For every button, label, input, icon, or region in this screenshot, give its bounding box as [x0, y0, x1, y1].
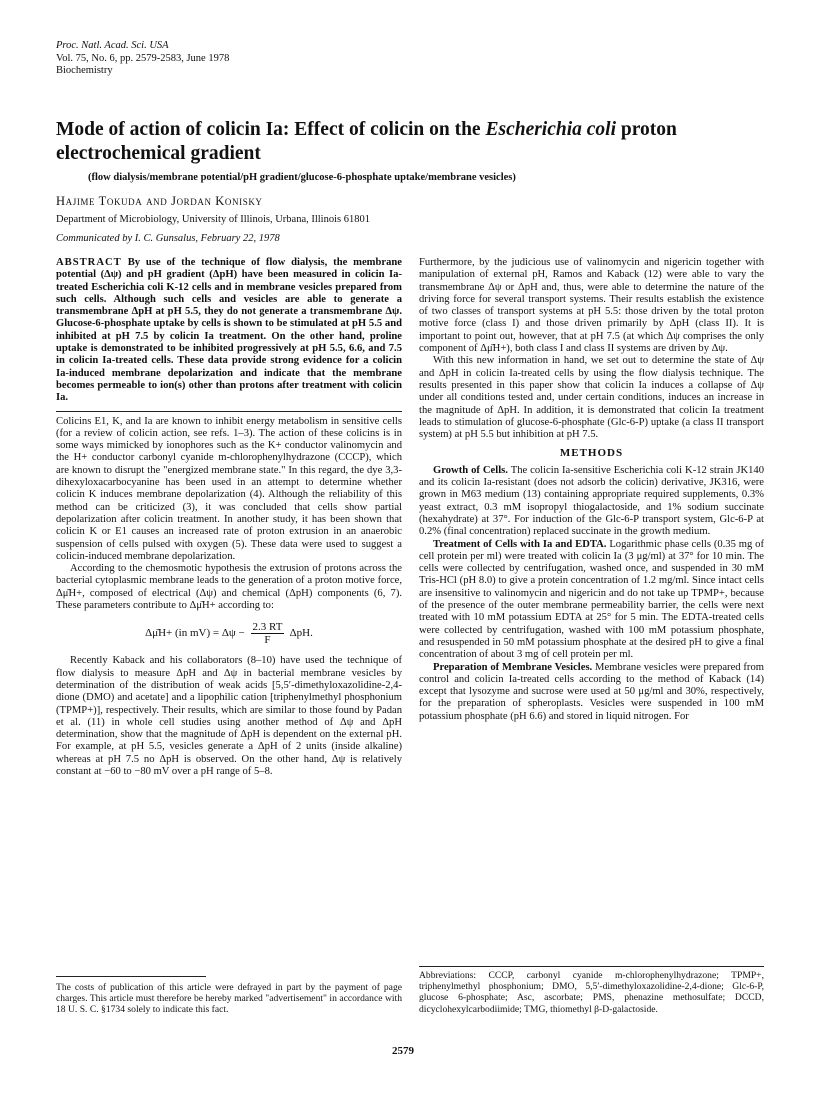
abstract — [56, 257, 402, 405]
left-column — [56, 257, 402, 778]
journal-section: Biochemistry — [56, 65, 113, 76]
communicated-by: Communicated by I. C. Gunsalus, February 22, 1978 — [56, 233, 280, 244]
footnote-divider — [56, 976, 206, 977]
journal-header — [56, 40, 229, 78]
journal-name: Proc. Natl. Acad. Sci. USA — [56, 40, 169, 51]
article-title — [56, 118, 766, 166]
growth-paragraph — [419, 465, 764, 539]
authors: Hajime Tokuda and Jordan Konisky — [56, 194, 263, 208]
title-species: Escherichia coli — [485, 119, 617, 140]
title-part-1: Mode of action of colicin Ia: Effect of colicin on the — [56, 119, 486, 140]
treatment-text: Logarithmic phase cells (0.35 mg of cell protein per ml) were treated with colicin Ia (3 μg/ml) at 37° for 10 min. The cells were collected by centrifugation, washed once, and suspended in 30 mM Tris-HCl (pH 8.0) to give a protein concentration of 1.2 mg/ml. Since intact cells are insensitive to valinomycin and nigericin and do not take up TPMP+, because of the presence of the outer membrane permeability barrier, the cells were next treated with 10 mM potassium EDTA at 25° for 5 min. The EDTA-treated cells were collected by centrifugation, washed with 100 mM potassium phosphate, and resuspended in 50 mM potassium phosphate at the desired pH to give a final concentration of about 3 mg of cell protein per ml. — [419, 538, 764, 661]
right-column — [419, 257, 764, 723]
intro-paragraph-3: Recently Kaback and his collaborators (8–10) have used the technique of flow dialysis to measure ΔpH and Δψ in bacterial membrane vesicles by determination of the distribution of weak acids [5,5′-dimethyloxazolidine-2,4-dione (DMO) and acetate] and a lipophilic cation [triphenylmethyl phosphonium (TPMP+)], respectively. Their results, which are similar to those found by Padan et al. (11) in whole cell studies using another method of Δψ and ΔpH determination, show that the magnitude of ΔpH is dependent on the external pH. For example, at pH 5.5, vesicles generate a ΔpH of 2 units (inside alkaline) whereas at pH 7.5 no ΔpH is observed. On the other hand, Δψ is relatively constant at −60 to −80 mV over a pH range of 5–8. — [56, 655, 402, 777]
equation-fraction — [251, 621, 285, 646]
vesicle-paragraph — [419, 662, 764, 723]
equation-left: Δμ̄H+ (in mV) = Δψ − — [145, 627, 245, 640]
abbreviations-divider — [419, 966, 764, 967]
equation-numerator: 2.3 RT — [252, 621, 283, 634]
abbreviations: Abbreviations: CCCP, carbonyl cyanide m-chlorophenylhydrazone; TPMP+, triphenylmethyl phosphonium; DMO, 5,5′-dimethyloxazolidine-2,4-dione; Glc-6-P, glucose 6-phosphate; Asc, ascorbate; PMS, phenazine methosulfate; DCCD, dicyclohexylcarbodiimide; TMG, thiomethyl β-D-galactoside. — [419, 970, 764, 1015]
footnote: The costs of publication of this article were defrayed in part by the payment of page charges. This article must therefore be hereby marked "advertisement" in accordance with 18 U. S. C. §1734 solely to indicate this fact. — [56, 982, 402, 1016]
title-part-2: proton electrochemical gradient — [56, 119, 677, 164]
keywords: (flow dialysis/membrane potential/pH gradient/glucose-6-phosphate uptake/membrane vesicles) — [88, 172, 516, 183]
vesicle-heading: Preparation of Membrane Vesicles. — [433, 661, 593, 673]
intro-paragraph-4: Furthermore, by the judicious use of valinomycin and nigericin together with manipulation of external pH, Ramos and Kaback (12) were able to vary the transmembrane Δψ or ΔpH and, thus, were able to determine the nature of the driving force for several transport systems. Their results establish the existence of two classes of transport systems at pH 5.5: those driven by the total proton motive force (class I) and those driven primarily by ΔpH (class II). It is important to point out, however, that at pH 7.5 (at which Δψ comprises the only component of Δμ̄H+), both class I and class II systems are driven by Δψ. — [419, 257, 764, 355]
treatment-heading: Treatment of Cells with Ia and EDTA. — [433, 538, 607, 550]
growth-heading: Growth of Cells. — [433, 464, 508, 476]
equation-right: ΔpH. — [289, 627, 313, 640]
equation — [56, 621, 402, 646]
abstract-divider — [56, 411, 402, 412]
methods-heading: METHODS — [559, 447, 624, 460]
intro-paragraph-5: With this new information in hand, we set out to determine the state of Δψ and ΔpH in colicin Ia-treated cells by using the flow dialysis technique. The results presented in this paper show that colicin Ia induces a collapse of Δψ under all conditions tested and, under certain conditions, induces an increase in the magnitude of ΔpH. In addition, it is demonstrated that colicin Ia treatment leads to stimulation of glucose-6-phosphate (Glc-6-P) uptake (a class II transport system) at pH 5.5 but inhibition at pH 7.5. — [419, 355, 764, 441]
abstract-label: ABSTRACT — [56, 257, 122, 268]
equation-denominator: F — [264, 634, 271, 647]
growth-text: The colicin Ia-sensitive Escherichia coli K-12 strain JK140 and its colicin Ia-resistant (does not adsorb the colicin) derivative, JK316, were grown in M63 medium (13) containing appropriate required supplements, 0.3% yeast extract, 0.3 mM isopropyl thiogalactoside, and 1% sodium succinate (hexahydrate) at 37°. For induction of the Glc-6-P transport system, Glc-6-P at 0.2% (final concentration) replaced succinate in the growth medium. — [419, 464, 764, 538]
treatment-paragraph — [419, 539, 764, 662]
journal-volume: Vol. 75, No. 6, pp. 2579-2583, June 1978 — [56, 52, 230, 64]
vesicle-text: Membrane vesicles were prepared from control and colicin Ia-treated cells according to the method of Kaback (14) except that lysozyme and sucrose were used at 50 μg/ml and 30%, respectively, for the preparation of spheroplasts. Vesicles were suspended in 100 mM potassium phosphate (pH 6.6) and stored in liquid nitrogen. For — [419, 661, 764, 722]
page-number: 2579 — [392, 1045, 414, 1057]
intro-paragraph-1: Colicins E1, K, and Ia are known to inhibit energy metabolism in sensitive cells (for a review of colicin action, see refs. 1–3). The action of these colicins is in some ways mimicked by ionophores such as the K+ conductor valinomycin and the H+ conductor carbonyl cyanide m-chlorophenylhydrazone (CCCP), which are known to disrupt the "energized membrane state." In this regard, the dye 3,3-dihexyloxacarbocyanine has been used in an attempt to determine whether colicin K induces membrane depolarization (4). Although the reliability of this method can be criticized (3), it was concluded that cells show partial depolarization after colicin treatment. In another study, it has been shown that colicin K or E1 causes an increased rate of proton extrusion in an anaerobic suspension of cells pulsed with oxygen (5). These data were used to suggest a colicin-induced membrane depolarization. — [56, 415, 402, 562]
affiliation: Department of Microbiology, University of Illinois, Urbana, Illinois 61801 — [56, 214, 370, 225]
abstract-text: By use of the technique of flow dialysis, the membrane potential (Δψ) and pH gradient (ΔpH) have been measured in colicin Ia-treated Escherichia coli K-12 cells and in membrane vesicles prepared from such cells. Although such cells and vesicles are able to generate a transmembrane ΔpH at pH 5.5, they do not generate a transmembrane Δψ. Glucose-6-phosphate uptake by cells is shown to be stimulated at pH 5.5 and inhibited at pH 7.5 by colicin Ia treatment. On the other hand, proline uptake is demonstrated to be inhibited progressively at pH 5.5, 6.6, and 7.5 in colicin Ia-treated cells. These data provide strong evidence for a colicin Ia-induced membrane depolarization and indicate that the membrane becomes permeable to ion(s) other than protons after treatment with colicin Ia. — [56, 257, 402, 404]
intro-paragraph-2: According to the chemosmotic hypothesis the extrusion of protons across the bacterial cytoplasmic membrane leads to the generation of a proton motive force, Δμ̄H+, composed of electrical (Δψ) and chemical (ΔpH) components (6, 7). These parameters contribute to Δμ̄H+ according to: — [56, 563, 402, 612]
